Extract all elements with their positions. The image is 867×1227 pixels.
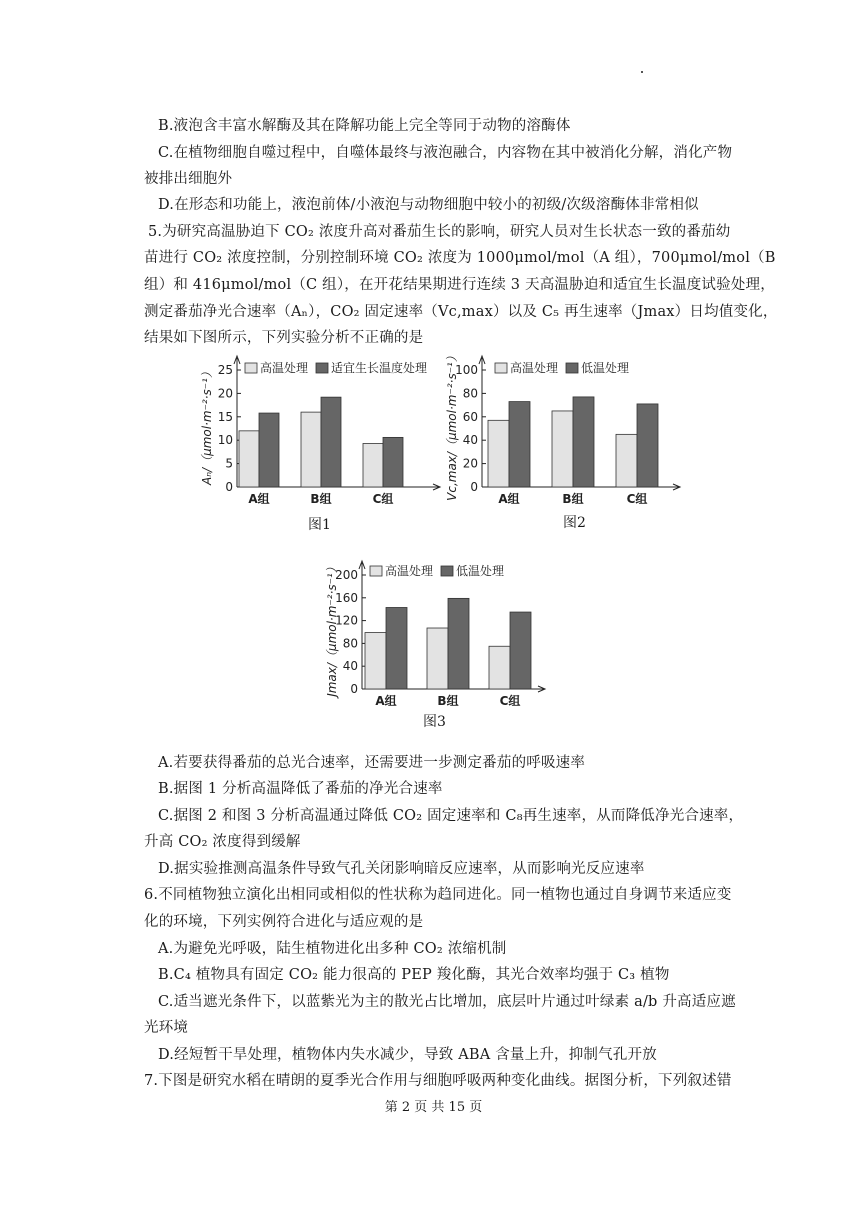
y-tick-label: 0: [350, 682, 358, 696]
bar-control: [637, 404, 658, 487]
text-line: A.若要获得番茄的总光合速率，还需要进一步测定番茄的呼吸速率: [158, 755, 586, 771]
y-tick-label: 60: [462, 409, 478, 424]
text-line: C.在植物细胞自噬过程中，自噬体最终与液泡融合，内容物在其中被消化分解，消化产物: [158, 145, 733, 161]
text-line: B.据图 1 分析高温降低了番茄的净光合速率: [158, 781, 443, 797]
x-tick-label: C组: [499, 694, 521, 708]
text-line: 光环境: [144, 1020, 189, 1036]
y-axis-label: Jmax/（μmol·m⁻²·s⁻¹）: [325, 561, 339, 697]
bar-high-temp: [427, 628, 448, 689]
y-tick-label: 80: [462, 386, 478, 401]
scan-dot: [641, 71, 643, 73]
x-tick-label: A组: [498, 492, 520, 506]
bar-high-temp: [301, 412, 321, 487]
x-tick-label: B组: [437, 694, 459, 708]
x-tick-label: A组: [375, 694, 397, 708]
bar-high-temp: [616, 434, 637, 487]
y-tick-label: 40: [462, 433, 478, 448]
y-tick-label: 80: [342, 636, 358, 651]
text-line: A.为避免光呼吸，陆生植物进化出多种 CO₂ 浓缩机制: [158, 941, 507, 957]
text-line: C.据图 2 和图 3 分析高温通过降低 CO₂ 固定速率和 C₈再生速率，从而降低净光合速率，: [158, 808, 744, 824]
bar-control: [386, 607, 407, 689]
x-tick-label: A组: [248, 492, 270, 506]
bar-control: [259, 413, 279, 487]
y-axis-label: Vc,max/（μmol·m⁻²·s⁻¹）: [445, 352, 459, 501]
text-line: B.C₄ 植物具有固定 CO₂ 能力很高的 PEP 羧化酶，其光合效率均强于 C₃ 植物: [158, 967, 670, 983]
page-footer: 第 2 页 共 15 页: [384, 1100, 483, 1115]
legend-swatch: [316, 363, 328, 373]
legend-label: 低温处理: [581, 361, 630, 375]
bar-control: [448, 598, 469, 689]
text-line: 7.下图是研究水稻在晴朗的夏季光合作用与细胞呼吸两种变化曲线。据图分析，下列叙述错: [144, 1073, 732, 1089]
y-tick-label: 15: [217, 409, 233, 424]
y-tick-label: 100: [455, 363, 478, 377]
text-line: 6.不同植物独立演化出相同或相似的性状称为趋同进化。同一植物也通过自身调节来适应变: [144, 887, 732, 903]
text-line: C.适当遮光条件下，以蓝紫光为主的散光占比增加，底层叶片通过叶绿素 a/b 升高适应遮: [158, 994, 736, 1010]
bar-control: [383, 437, 403, 487]
y-tick-label: 10: [217, 433, 233, 448]
y-tick-label: 25: [217, 363, 233, 377]
y-tick-label: 160: [335, 590, 358, 605]
text-line: 结果如下图所示，下列实验分析不正确的是: [144, 330, 424, 346]
bar-high-temp: [489, 646, 510, 689]
x-tick-label: B组: [562, 492, 584, 506]
y-tick-label: 0: [225, 480, 233, 494]
chart-svg: [310, 555, 555, 710]
bar-control: [510, 612, 531, 689]
figure-2-chart: [440, 352, 685, 517]
text-line: D.经短暂干旱处理，植物体内失水减少，导致 ABA 含量上升，抑制气孔开放: [158, 1047, 657, 1063]
legend-swatch: [370, 566, 382, 576]
text-line: D.在形态和功能上，液泡前体/小液泡与动物细胞中较小的初级/次级溶酶体非常相似: [158, 197, 699, 213]
bar-high-temp: [552, 411, 573, 487]
legend-label: 适宜生长温度处理: [331, 361, 428, 375]
text-line: 测定番茄净光合速率（Aₙ），CO₂ 固定速率（Vc,max）以及 C₅ 再生速率（Jmax）日均值变化，: [144, 304, 778, 320]
x-tick-label: B组: [310, 492, 332, 506]
y-tick-label: 120: [335, 613, 358, 628]
legend-swatch: [245, 363, 257, 373]
figure-3-label: 图3: [423, 714, 446, 730]
legend-label: 低温处理: [456, 564, 505, 578]
x-tick-label: C组: [372, 492, 394, 506]
bar-control: [509, 402, 530, 487]
legend-label: 高温处理: [510, 361, 559, 375]
legend-label: 高温处理: [260, 361, 309, 375]
text-line: D.据实验推测高温条件导致气孔关闭影响暗反应速率，从而影响光反应速率: [158, 861, 645, 877]
x-tick-label: C组: [626, 492, 648, 506]
text-line: 升高 CO₂ 浓度得到缓解: [144, 834, 301, 850]
legend-label: 高温处理: [385, 564, 434, 578]
bar-high-temp: [239, 431, 259, 487]
y-tick-label: 20: [217, 386, 233, 401]
legend-swatch: [441, 566, 453, 576]
y-tick-label: 0: [470, 480, 478, 494]
bar-control: [321, 397, 341, 487]
figure-3-chart: [310, 555, 555, 710]
text-line: 苗进行 CO₂ 浓度控制，分别控制环境 CO₂ 浓度为 1000μmol/mol（A 组），700μmol/mol（B: [144, 250, 776, 266]
figure-2-label: 图2: [563, 515, 586, 531]
bar-high-temp: [363, 443, 383, 487]
y-tick-label: 5: [225, 456, 233, 471]
figure-1-chart: [195, 352, 450, 517]
text-line: 组）和 416μmol/mol（C 组），在开花结果期进行连续 3 天高温胁迫和适宜生长温度试验处理，: [144, 277, 775, 293]
text-line: B.液泡含丰富水解酶及其在降解功能上完全等同于动物的溶酶体: [158, 118, 571, 134]
legend-swatch: [566, 363, 578, 373]
text-line: 5.为研究高温胁迫下 CO₂ 浓度升高对番茄生长的影响，研究人员对生长状态一致的番茄幼: [148, 224, 731, 240]
chart-svg: [195, 352, 450, 517]
y-tick-label: 200: [335, 568, 358, 582]
y-axis-label: Aₙ/（μmol·m⁻²·s⁻¹）: [200, 366, 214, 485]
y-tick-label: 40: [342, 659, 358, 674]
chart-svg: [440, 352, 685, 517]
bar-high-temp: [488, 420, 509, 487]
bar-control: [573, 397, 594, 487]
y-tick-label: 20: [462, 456, 478, 471]
text-line: 化的环境，下列实例符合进化与适应观的是: [144, 914, 424, 930]
text-line: 被排出细胞外: [144, 171, 233, 187]
bar-high-temp: [365, 633, 386, 689]
legend-swatch: [495, 363, 507, 373]
figure-1-label: 图1: [308, 517, 331, 533]
